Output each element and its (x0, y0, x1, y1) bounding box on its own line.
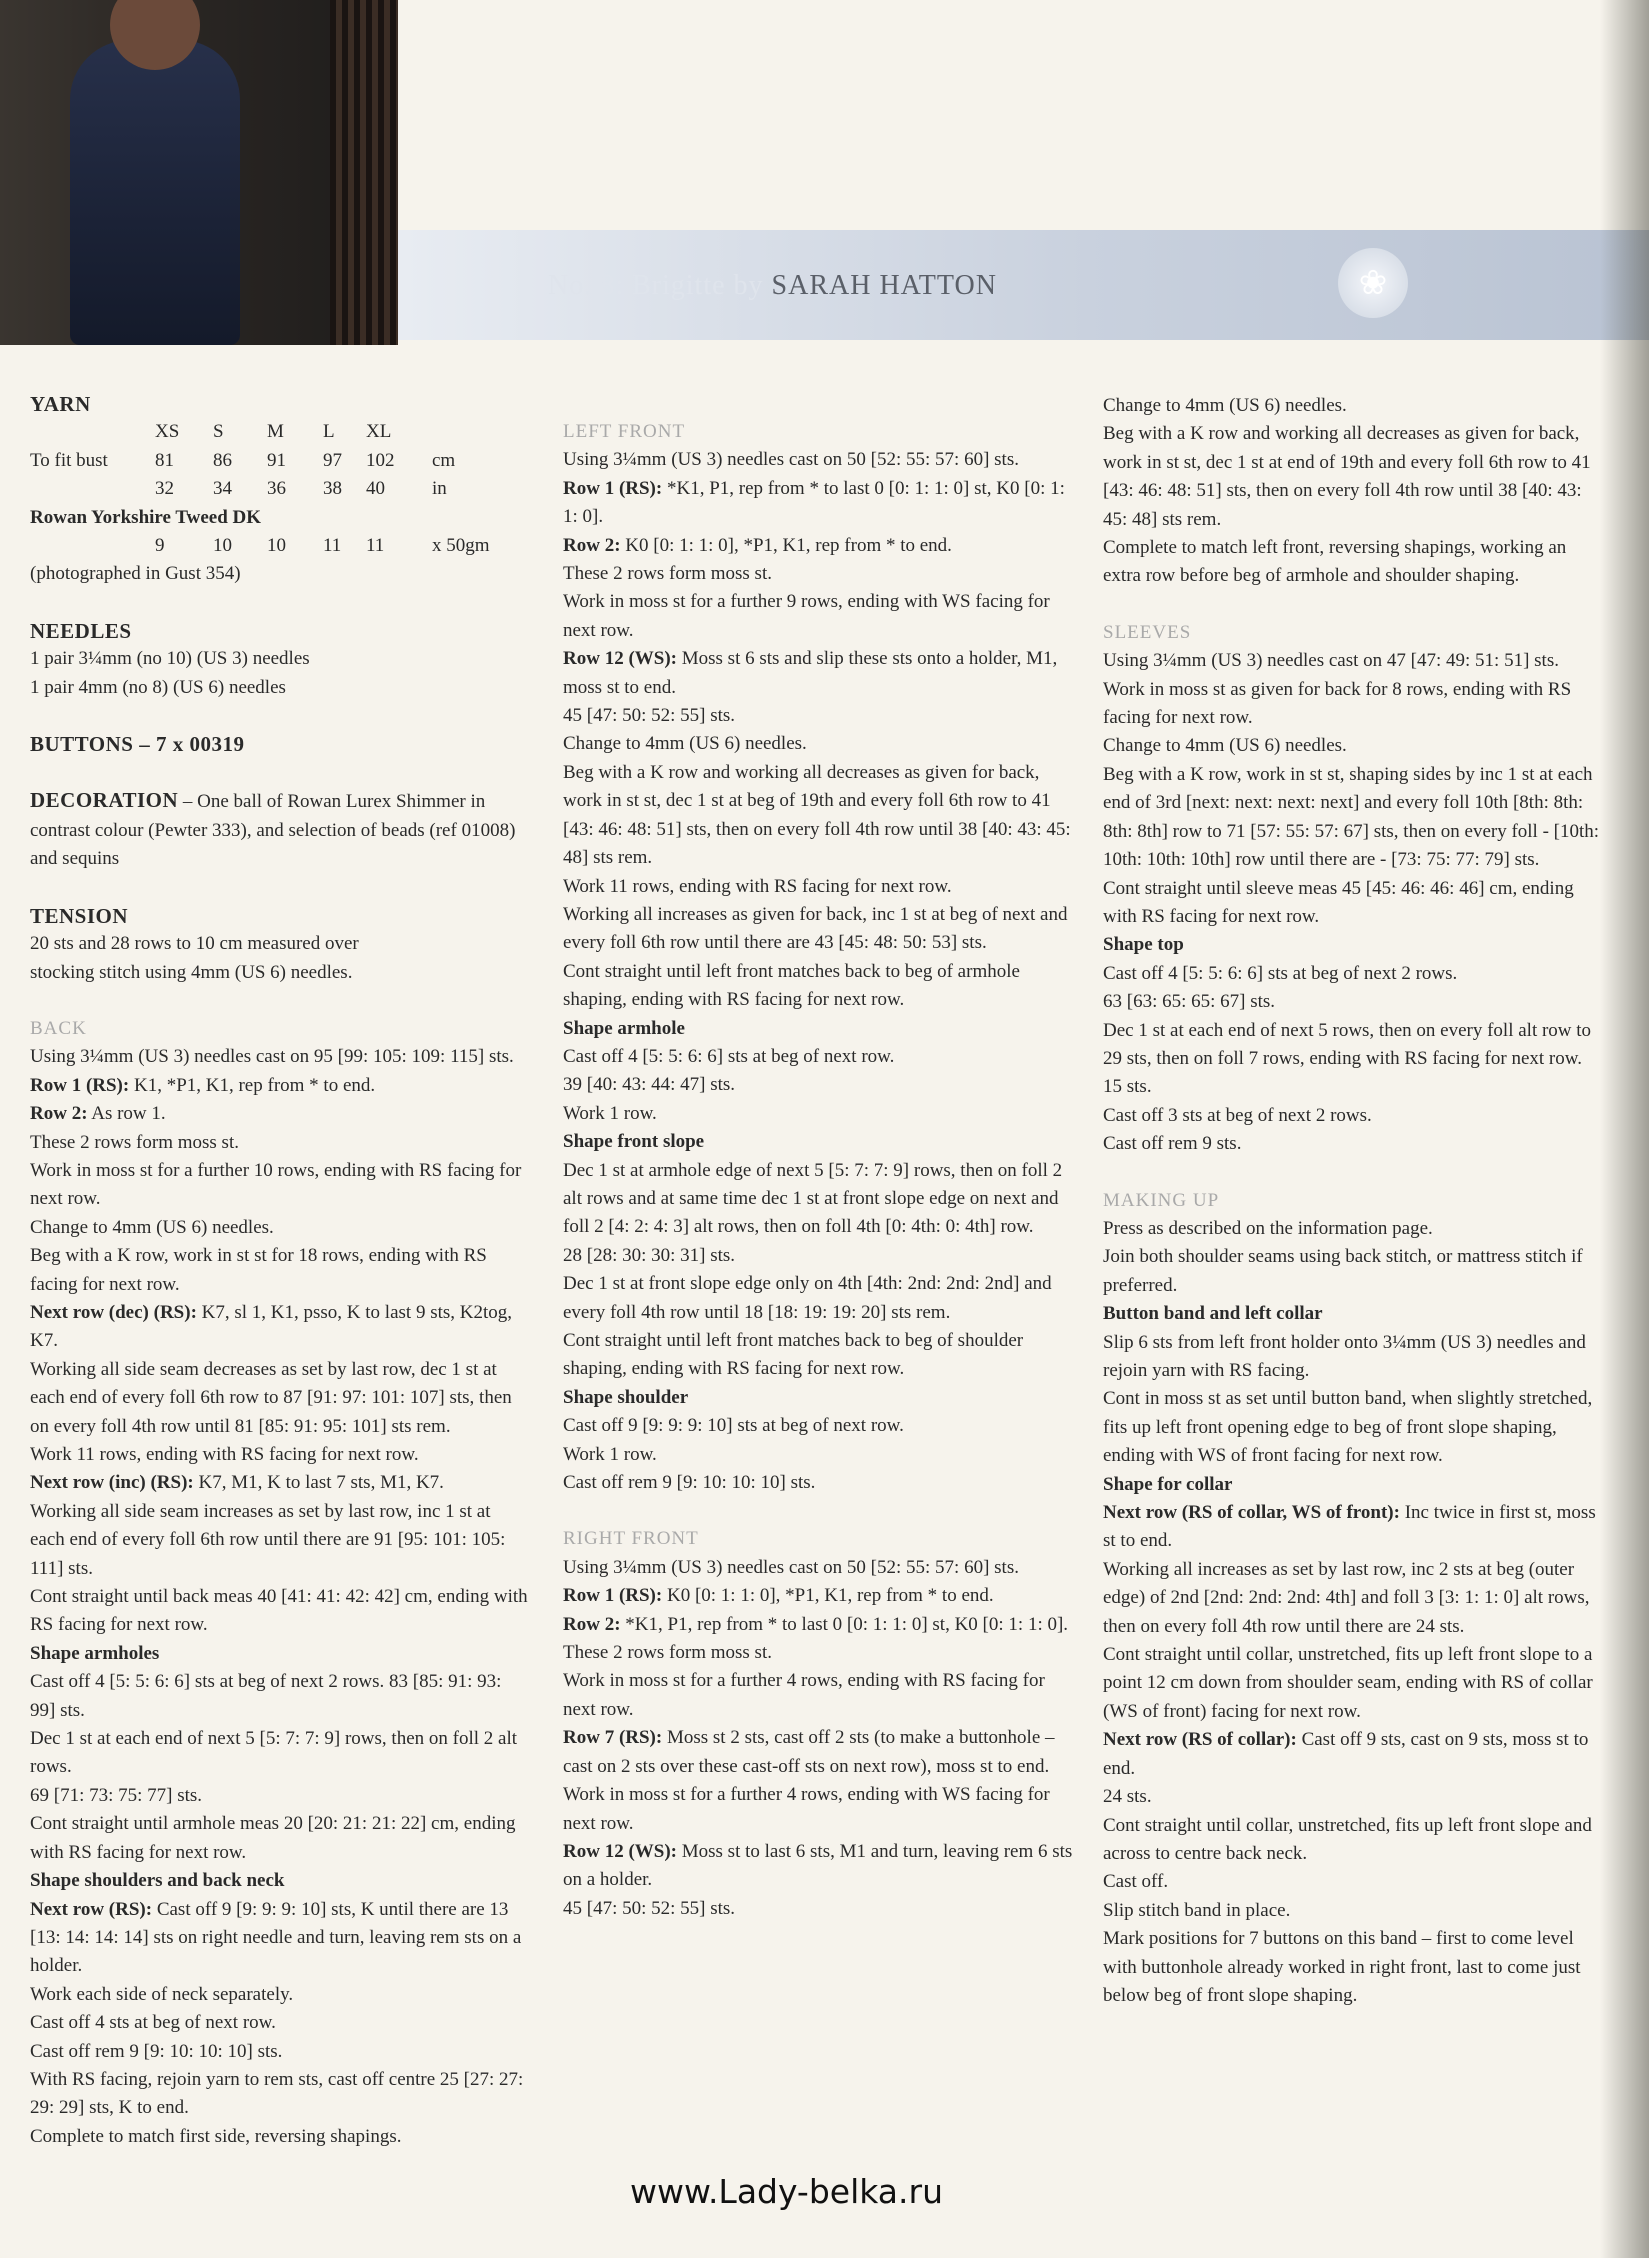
instruction-line (1103, 1556, 1603, 1641)
instruction-text: Change to 4mm (US 6) needles. (30, 1216, 274, 1238)
instruction-text: Cast off rem 9 sts. (1103, 1133, 1242, 1155)
balls-cell: 10 (267, 535, 286, 557)
column-3 (1103, 392, 1603, 2010)
instruction-line (1103, 1329, 1603, 1386)
needles-heading: NEEDLES (30, 618, 132, 643)
instruction-line (1103, 1783, 1603, 1811)
photo-model-figure (70, 40, 240, 345)
instruction-line (30, 1157, 530, 1214)
bust-in-cell: 40 (366, 478, 385, 500)
instruction-text: Working all side seam increases as set by last row, inc 1 st at each end of every foll 6th row until there are 91 [95: 101: 105: 111] sts. (30, 1500, 506, 1579)
instruction-line (30, 1441, 530, 1469)
instruction-lead: Row 2: (563, 1613, 621, 1635)
instruction-text: Change to 4mm (US 6) needles. (1103, 395, 1347, 416)
size-cell: S (213, 421, 224, 443)
yarn-size-table (30, 418, 490, 560)
bust-label: To fit bust (30, 449, 108, 471)
bust-cm-cell: 86 (213, 449, 232, 471)
instruction-text: Cast off 4 sts at beg of next row. (30, 2012, 276, 2034)
instruction-line (30, 1129, 530, 1157)
instruction-lead: Shape for collar (1103, 1473, 1233, 1495)
bust-in-cell: 32 (155, 478, 174, 500)
instruction-text: Cont straight until collar, unstretched, fits up left front slope to a point 12 cm down from shoulder seam, ending with RS of collar (WS of front) facing for next row. (1103, 1644, 1593, 1722)
instruction-line (563, 1838, 1073, 1895)
instruction-text: As row 1. (87, 1103, 166, 1125)
instruction-line (1103, 875, 1603, 932)
instruction-text: Moss st 6 sts and slip these sts onto a holder, M1, moss st to end. (563, 648, 1058, 698)
instruction-line (563, 1043, 1073, 1071)
instruction-line (1103, 676, 1603, 733)
instruction-text: Beg with a K row and working all decreases as given for back, work in st st, dec 1 st at end of 19th and every foll 6th row to 41 [43: 46: 48: 51] sts, then on every foll 4th row until 38 [40: 43: 45: 48] sts rem. (1103, 423, 1591, 530)
instruction-line (563, 1781, 1073, 1838)
instruction-line (30, 1640, 530, 1668)
column-2 (563, 418, 1073, 1923)
instruction-lead: Shape armholes (30, 1642, 160, 1664)
instruction-line (1103, 1017, 1603, 1074)
instruction-text: Beg with a K row and working all decreases as given for back, work in st st, dec 1 st at beg of 19th and every foll 6th row to 41 [43: 46: 48: 51] sts, then on every foll 4th row until 38 [40: 43: 45: 48] sts rem. (563, 761, 1071, 869)
instruction-lead: Row 12 (WS): (563, 1840, 677, 1862)
instruction-line (30, 1469, 530, 1497)
instruction-text: Work 1 row. (563, 1102, 657, 1124)
instruction-line (1103, 1215, 1603, 1243)
instruction-line (30, 1867, 530, 1895)
instruction-line (563, 1412, 1073, 1440)
instruction-lead: Next row (inc) (RS): (30, 1472, 194, 1494)
instruction-text: These 2 rows form moss st. (30, 1131, 239, 1153)
instruction-line (30, 2066, 530, 2123)
instruction-lead: Shape top (1103, 934, 1184, 956)
instruction-text: 39 [40: 43: 44: 47] sts. (563, 1074, 736, 1096)
instruction-line (563, 1441, 1073, 1469)
instruction-line (30, 1810, 530, 1867)
yarn-name: Rowan Yorkshire Tweed DK (30, 506, 262, 528)
instruction-line (563, 1582, 1073, 1610)
instruction-text: Beg with a K row, work in st st for 18 rows, ending with RS facing for next row. (30, 1245, 487, 1295)
instruction-line (1103, 1300, 1603, 1328)
instruction-text: Cast off rem 9 [9: 10: 10: 10] sts. (563, 1472, 816, 1494)
instruction-text: Complete to match left front, reversing shapings, working an extra row before beg of armhole and shoulder shaping. (1103, 537, 1567, 587)
yarn-note: (photographed in Gust 354) (30, 563, 241, 585)
instruction-text: Slip stitch band in place. (1103, 1899, 1291, 1921)
instruction-text: Cont in moss st as set until button band, when slightly stretched, fits up left front opening edge to beg of front slope shaping, ending with WS of front facing for next row. (1103, 1388, 1593, 1467)
instruction-line (1103, 1868, 1603, 1896)
instruction-line (30, 1356, 530, 1441)
instruction-text: Cast off 9 [9: 9: 9: 10] sts, K until there are 13 [13: 14: 14: 14] sts on right needle and turn, leaving rem sts on a holder. (30, 1898, 522, 1977)
instruction-line (563, 1611, 1073, 1639)
instruction-line (1103, 988, 1603, 1016)
instruction-text: 45 [47: 50: 52: 55] sts. (563, 705, 736, 727)
instruction-lead: Next row (dec) (RS): (30, 1301, 197, 1323)
instruction-line (1103, 931, 1603, 959)
instruction-text: Slip 6 sts from left front holder onto 3¼mm (US 3) needles and rejoin yarn with RS facing. (1103, 1331, 1586, 1381)
instruction-line (1103, 1897, 1603, 1925)
instruction-line (1103, 1812, 1603, 1869)
instruction-text: Work each side of neck separately. (30, 1983, 294, 2005)
instruction-text: Using 3¼mm (US 3) needles cast on 47 [47: 49: 51: 51] sts. (1103, 650, 1559, 672)
instruction-line (1103, 534, 1603, 591)
right-front-heading: RIGHT FRONT (563, 1528, 699, 1550)
instruction-text: Work in moss st for a further 9 rows, ending with WS facing for next row. (563, 591, 1050, 641)
bust-cm-cell: 91 (267, 449, 286, 471)
size-cell: L (323, 421, 335, 443)
instruction-line (563, 1270, 1073, 1327)
balls-row (30, 532, 490, 560)
site-watermark: www.Lady-belka.ru (630, 2172, 943, 2211)
instruction-lead: Shape front slope (563, 1131, 705, 1153)
instruction-line (1103, 960, 1603, 988)
instruction-line (563, 1327, 1073, 1384)
sleeves-heading: SLEEVES (1103, 621, 1192, 643)
instruction-line (1103, 1073, 1603, 1101)
instruction-line (563, 1015, 1073, 1043)
instruction-line (563, 1384, 1073, 1412)
balls-cell: 9 (155, 535, 165, 557)
instruction-line (563, 702, 1073, 730)
instruction-text: Cont straight until sleeve meas 45 [45: 46: 46: 46] cm, ending with RS facing for next row. (1103, 877, 1574, 927)
instruction-text: Cont straight until back meas 40 [41: 41: 42: 42] cm, ending with RS facing for next row. (30, 1586, 528, 1636)
instruction-line (563, 958, 1073, 1015)
size-header-row (30, 418, 490, 446)
instruction-line (1103, 1102, 1603, 1130)
in-unit: in (432, 478, 447, 500)
instruction-text: Work in moss st for a further 10 rows, ending with RS facing for next row. (30, 1159, 522, 1210)
instruction-line (30, 2038, 530, 2066)
instruction-text: Inc twice in first st, moss st to end. (1103, 1502, 1596, 1552)
instruction-lead: Button band and left collar (1103, 1303, 1323, 1325)
instruction-text: Mark positions for 7 buttons on this band – first to come level with buttonhole already worked in right front, last to come just below beg of front slope shaping. (1103, 1928, 1581, 2006)
instruction-text: Using 3¼mm (US 3) needles cast on 50 [52: 55: 57: 60] sts. (563, 449, 1019, 471)
instruction-text: *K1, P1, rep from * to last 0 [0: 1: 1: 0] st, K0 [0: 1: 1: 0]. (563, 477, 1065, 528)
bust-in-row (30, 475, 490, 503)
instruction-line (30, 1782, 530, 1810)
buttons-text: BUTTONS – 7 x 00319 (30, 732, 245, 757)
instruction-line (1103, 1641, 1603, 1726)
garment-photo (0, 0, 398, 345)
instruction-line (563, 1100, 1073, 1128)
instruction-line (30, 1100, 530, 1128)
bust-in-cell: 36 (267, 478, 286, 500)
instruction-line (30, 1668, 530, 1725)
balls-cell: 11 (323, 535, 342, 557)
instruction-text: Dec 1 st at each end of next 5 [5: 7: 7: 9] rows, then on foll 2 alt rows. (30, 1728, 518, 1778)
instruction-text: 28 [28: 30: 30: 31] sts. (563, 1244, 736, 1266)
instruction-line (1103, 761, 1603, 875)
needles-line: 1 pair 4mm (no 8) (US 6) needles (30, 676, 286, 698)
yarn-heading: YARN (30, 392, 91, 416)
cm-unit: cm (432, 449, 456, 471)
decoration-text: – One ball of Rowan Lurex Shimmer in contrast colour (Pewter 333), and selection of beads (ref 01008) and sequins (30, 791, 516, 870)
instruction-line (563, 588, 1073, 645)
instruction-text: Dec 1 st at front slope edge only on 4th [4th: 2nd: 2nd: 2nd] and every foll 4th row until 18 [18: 19: 19: 20] sts rem. (563, 1273, 1052, 1323)
instruction-lead: Row 2: (30, 1103, 88, 1125)
instruction-text: Using 3¼mm (US 3) needles cast on 95 [99: 105: 109: 115] sts. (30, 1046, 514, 1068)
bust-in-cell: 38 (323, 478, 342, 500)
instruction-line (1103, 647, 1603, 675)
instruction-line (30, 2009, 530, 2037)
yarn-name-row (30, 504, 490, 532)
making-up-body (1103, 1215, 1603, 2010)
instruction-line (563, 645, 1073, 702)
title-banner (398, 230, 1649, 340)
instruction-text: Cont straight until left front matches back to beg of armhole shaping, ending with RS facing for next row. (563, 960, 1020, 1011)
instruction-line (563, 475, 1073, 532)
balls-cell: 10 (213, 535, 232, 557)
instruction-text: Press as described on the information page. (1103, 1217, 1433, 1239)
instruction-line (1103, 1385, 1603, 1470)
instruction-line (563, 1724, 1073, 1781)
instruction-lead: Shape shoulders and back neck (30, 1870, 285, 1892)
pattern-title (548, 270, 997, 302)
back-heading: BACK (30, 1017, 87, 1039)
photo-doorframe (330, 0, 398, 345)
pattern-author: SARAH HATTON (771, 270, 997, 301)
instruction-line (1103, 732, 1603, 760)
instruction-text: Cast off rem 9 [9: 10: 10: 10] sts. (30, 2040, 283, 2062)
instruction-lead: Row 1 (RS): (30, 1074, 130, 1096)
instruction-text: Cast off. (1103, 1871, 1169, 1893)
instruction-text: Cont straight until left front matches back to beg of shoulder shaping, ending with RS facing for next row. (563, 1330, 1024, 1380)
left-front-heading: LEFT FRONT (563, 421, 686, 442)
instruction-lead: Next row (RS): (30, 1898, 153, 1920)
instruction-text: Cast off 9 sts, cast on 9 sts, moss st to end. (1103, 1729, 1589, 1779)
decoration-heading: DECORATION (30, 788, 179, 813)
instruction-text: Change to 4mm (US 6) needles. (563, 733, 807, 755)
instruction-line (563, 532, 1073, 560)
instruction-line (30, 1981, 530, 2009)
instruction-text: K1, *P1, K1, rep from * to end. (129, 1074, 376, 1096)
size-cell: XL (366, 421, 392, 443)
instruction-text: Work in moss st for a further 4 rows, ending with RS facing for next row. (563, 1670, 1045, 1720)
instruction-text: Work 11 rows, ending with RS facing for next row. (30, 1444, 419, 1465)
instruction-text: Cast off 4 [5: 5: 6: 6] sts at beg of next row. (563, 1045, 895, 1067)
back-body (30, 1043, 530, 2151)
size-cell: XS (155, 421, 180, 443)
instruction-line (30, 1242, 530, 1299)
instruction-line (563, 1242, 1073, 1270)
sleeves-body (1103, 647, 1603, 1158)
instruction-text: Using 3¼mm (US 3) needles cast on 50 [52: 55: 57: 60] sts. (563, 1556, 1019, 1578)
instruction-text: Cont straight until armhole meas 20 [20: 21: 21: 22] cm, ending with RS facing for next row. (30, 1813, 516, 1863)
instruction-text: Moss st to last 6 sts, M1 and turn, leaving rem 6 sts on a holder. (563, 1840, 1073, 1891)
instruction-text: Beg with a K row, work in st st, shaping sides by inc 1 st at each end of 3rd [next: next: next: next] and every foll 10th [8th: 8th: 8th: 8th] row to 71 [57: 55: 57: 67] sts, then on every foll - [10th: 10th: 10th: 10th] row until there are - [73: 75: 77: 79] sts. (1103, 763, 1600, 871)
instruction-line (30, 1299, 530, 1356)
bust-cm-row (30, 447, 490, 475)
instruction-lead: Row 2: (563, 534, 621, 556)
instruction-line (30, 1072, 530, 1100)
instruction-line (30, 2123, 530, 2151)
instruction-text: Work 11 rows, ending with RS facing for next row. (563, 875, 952, 897)
decoration-block (30, 786, 530, 873)
instruction-text: With RS facing, rejoin yarn to rem sts, cast off centre 25 [27: 27: 29: 29] sts, K to end. (30, 2068, 524, 2119)
instruction-text: *K1, P1, rep from * to last 0 [0: 1: 1: 0] st, K0 [0: 1: 1: 0]. (620, 1613, 1069, 1635)
instruction-line (1103, 420, 1603, 534)
instruction-line (563, 1469, 1073, 1497)
instruction-line (30, 1498, 530, 1583)
instruction-text: Dec 1 st at each end of next 5 rows, then on every foll alt row to 29 sts, then on foll 7 rows, ending with RS facing for next row. (1103, 1019, 1592, 1069)
page-gutter-shadow (1600, 0, 1649, 2258)
instruction-line (563, 1071, 1073, 1099)
instruction-text: These 2 rows form moss st. (563, 1642, 772, 1664)
instruction-line (30, 1043, 530, 1071)
flower-emblem-icon: ❀ (1338, 248, 1408, 318)
instruction-lead: Next row (RS of collar, WS of front): (1103, 1502, 1400, 1524)
instruction-text: Cast off 3 sts at beg of next 2 rows. (1103, 1104, 1372, 1126)
instruction-text: These 2 rows form moss st. (563, 563, 772, 585)
instruction-text: Change to 4mm (US 6) needles. (1103, 735, 1347, 757)
instruction-text: K0 [0: 1: 1: 0], *P1, K1, rep from * to end. (662, 1585, 994, 1607)
instruction-text: Cast off 9 [9: 9: 9: 10] sts at beg of next row. (563, 1415, 904, 1437)
instruction-text: Work in moss st as given for back for 8 rows, ending with RS facing for next row. (1103, 678, 1572, 729)
instruction-text: Cast off 4 [5: 5: 6: 6] sts at beg of next 2 rows. 83 [85: 91: 93: 99] sts. (30, 1671, 502, 1721)
bust-cm-cell: 102 (366, 449, 395, 471)
instruction-lead: Row 1 (RS): (563, 1585, 663, 1607)
instruction-lead: Row 7 (RS): (563, 1727, 663, 1749)
instruction-text: Moss st 2 sts, cast off 2 sts (to make a buttonhole – cast on 2 sts over these cast-off sts on next row), moss st to end. (563, 1727, 1055, 1777)
size-cell: M (267, 421, 284, 443)
instruction-text: K0 [0: 1: 1: 0], *P1, K1, rep from * to end. (620, 534, 952, 556)
instruction-text: 15 sts. (1103, 1076, 1152, 1098)
instruction-text: 69 [71: 73: 75: 77] sts. (30, 1784, 203, 1806)
instruction-line (30, 1214, 530, 1242)
pattern-prefix: No. 8: Brigitte by (548, 270, 764, 301)
tension-heading: TENSION (30, 903, 129, 928)
needles-line: 1 pair 3¼mm (no 10) (US 3) needles (30, 648, 310, 670)
instruction-line (1103, 1499, 1603, 1556)
instruction-text: Join both shoulder seams using back stitch, or mattress stitch if preferred. (1103, 1246, 1583, 1296)
instruction-lead: Row 12 (WS): (563, 648, 677, 670)
bust-cm-cell: 97 (323, 449, 342, 471)
right-front-cont-body (1103, 392, 1603, 591)
bust-cm-cell: 81 (155, 449, 174, 471)
instruction-line (1103, 1243, 1603, 1300)
instruction-text: K7, sl 1, K1, psso, K to last 9 sts, K2tog, K7. (30, 1301, 513, 1352)
instruction-line (30, 1583, 530, 1640)
instruction-text: Working all side seam decreases as set by last row, dec 1 st at each end of every foll 6th row to 87 [91: 97: 101: 107] sts, then on every foll 4th row until 81 [85: 91: 95: 101] sts rem. (30, 1358, 512, 1437)
instruction-text: Cont straight until collar, unstretched, fits up left front slope and across to centre back neck. (1103, 1814, 1592, 1864)
instruction-line (1103, 1726, 1603, 1783)
instruction-line (563, 730, 1073, 758)
instruction-line (563, 1895, 1073, 1923)
instruction-text: K7, M1, K to last 7 sts, M1, K7. (193, 1472, 444, 1494)
instruction-line (563, 1667, 1073, 1724)
instruction-text: Dec 1 st at armhole edge of next 5 [5: 7: 7: 9] rows, then on foll 2 alt rows and at same time dec 1 st at front slope edge on next and foll 2 [4: 2: 4: 3] alt rows, then on foll 4th [0: 4th: 0: 4th] row. (563, 1159, 1063, 1238)
instruction-lead: Shape shoulder (563, 1386, 689, 1408)
instruction-line (563, 446, 1073, 474)
instruction-line (563, 1639, 1073, 1667)
right-front-body (563, 1554, 1073, 1923)
instruction-line (563, 1157, 1073, 1242)
tension-line: 20 sts and 28 rows to 10 cm measured over (30, 933, 359, 955)
instruction-line (563, 759, 1073, 873)
instruction-lead: Shape armhole (563, 1017, 685, 1039)
instruction-line (1103, 1925, 1603, 2010)
left-front-body (563, 446, 1073, 1497)
instruction-line (563, 873, 1073, 901)
instruction-lead: Row 1 (RS): (563, 477, 663, 499)
tension-line: stocking stitch using 4mm (US 6) needles. (30, 961, 353, 983)
instruction-text: 24 sts. (1103, 1786, 1152, 1808)
instruction-text: Work 1 row. (563, 1443, 657, 1465)
instruction-line (1103, 1130, 1603, 1158)
instruction-line (563, 560, 1073, 588)
instruction-text: Work in moss st for a further 4 rows, ending with WS facing for next row. (563, 1784, 1050, 1834)
making-up-heading: MAKING UP (1103, 1189, 1220, 1211)
ball-unit: x 50gm (432, 535, 490, 557)
instruction-line (563, 1554, 1073, 1582)
instruction-line (1103, 392, 1603, 420)
instruction-text: Complete to match first side, reversing shapings. (30, 2125, 402, 2147)
instruction-line (563, 901, 1073, 958)
instruction-text: Working all increases as given for back, inc 1 st at beg of next and every foll 6th row until there are 43 [45: 48: 50: 53] sts. (563, 903, 1068, 954)
instruction-line (1103, 1471, 1603, 1499)
column-1 (30, 390, 530, 2151)
instruction-text: 63 [63: 65: 65: 67] sts. (1103, 991, 1276, 1013)
balls-cell: 11 (366, 535, 385, 557)
instruction-lead: Next row (RS of collar): (1103, 1729, 1297, 1751)
instruction-text: Working all increases as set by last row, inc 2 sts at beg (outer edge) of 2nd [2nd: 2nd: 2nd: 4th] and foll 3 [3: 1: 1: 0] alt rows, then on every foll 4th row until there are 24 sts. (1103, 1558, 1590, 1637)
instruction-text: 45 [47: 50: 52: 55] sts. (563, 1897, 736, 1919)
instruction-line (30, 1725, 530, 1782)
instruction-text: Cast off 4 [5: 5: 6: 6] sts at beg of next 2 rows. (1103, 962, 1458, 984)
instruction-line (563, 1128, 1073, 1156)
bust-in-cell: 34 (213, 478, 232, 500)
instruction-line (30, 1896, 530, 1981)
